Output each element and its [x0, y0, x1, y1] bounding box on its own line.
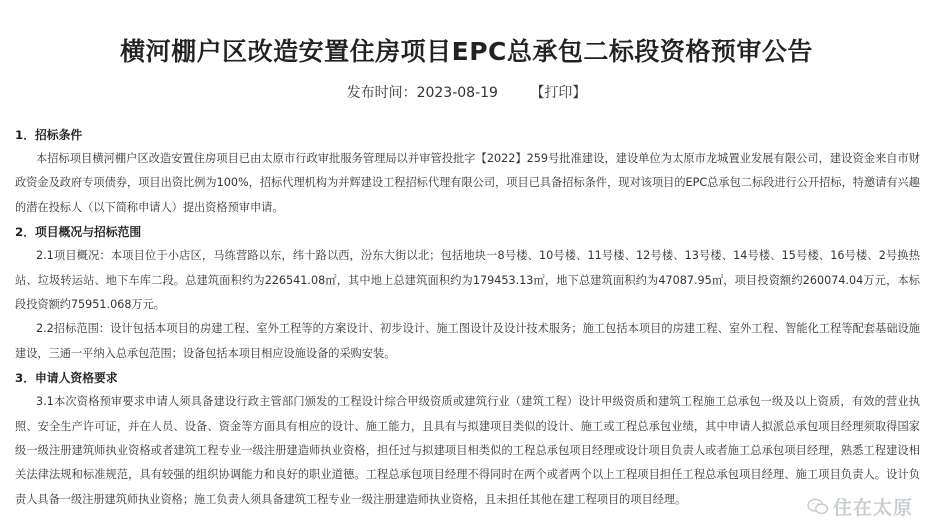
- section-heading-qualification: 3．申请人资格要求: [15, 371, 118, 386]
- publish-date: 2023-08-19: [416, 85, 498, 101]
- section-paragraph: 2.1项目概况：本项目位于小店区，马练营路以东，纬十路以西，汾东大街以北；包括地块一8号楼、10号楼、11号楼、12号楼、13号楼、14号楼、15号楼、16号楼、2号换热站、垃圾转运站、地下车库二段。总建筑面积约为226541.08㎡，其中地上总建筑面积约为179453.13㎡，地下总建筑面积约为47087.95㎡，项目投资额约260074.04万元，本标段投资额约75951.068万元。: [15, 249, 920, 312]
- section-paragraph: 3.1本次资格预审要求申请人须具备建设行政主管部门颁发的工程设计综合甲级资质或建筑行业（建筑工程）设计甲级资质和建筑工程施工总承包一级及以上资质，有效的营业执照、安全生产许可证，并在人员、设备、资金等方面具有相应的设计、施工能力，且具有与拟建项目类似的设计、施工或工程总承包业绩，其中申请人拟派总承包项目经理须取得国家级一级注册建筑师执业资格或者建筑工程专业一级注册建造师执业资格，担任过与拟建项目相类似的工程总承包项目经理或设计项目负责人或者施工总承包项目经理，熟悉工程建设相关法律法规和标准规范，具有较强的组织协调能力和良好的职业道德。工程总承包项目经理不得同时在两个或者两个以上工程项目担任工程总承包项目经理、施工项目负责人。设计负责人具备一级注册建筑师执业资格；施工负责人须具备建筑工程专业一级注册建造师执业资格，且未担任其他在建工程项目的项目经理。: [15, 395, 920, 506]
- section-heading-overview: 2．项目概况与招标范围: [15, 225, 142, 240]
- page-title: 横河棚户区改造安置住房项目EPC总承包二标段资格预审公告: [120, 37, 813, 66]
- print-link[interactable]: 【打印】: [530, 85, 587, 101]
- article-body: [15, 123, 920, 512]
- watermark-text: 住在太原: [832, 497, 913, 519]
- section-heading-conditions: 1．招标条件: [15, 128, 83, 142]
- publish-label: 发布时间：: [346, 85, 417, 101]
- publish-meta: [0, 83, 933, 103]
- section-paragraph: 本招标项目横河棚户区改造安置住房项目已由太原市行政审批服务管理局以并审管投批字【2022】259号批准建设，建设单位为太原市龙城置业发展有限公司，建设资金来自市财政资金及政府专项债券，项目出资比例为100%，招标代理机构为并辉建设工程招标代理有限公司，项目已具备招标条件，现对该项目的EPC总承包二标段进行公开招标，特邀请有兴趣的潜在投标人（以下简称申请人）提出资格预审申请。: [15, 152, 920, 214]
- section-paragraph: 2.2招标范围：设计包括本项目的房建工程、室外工程等的方案设计、初步设计、施工图设计及设计技术服务；施工包括本项目的房建工程、室外工程、智能化工程等配套基础设施建设，三通一平纳入总承包范围；设备包括本项目相应设施设备的采购安装。: [15, 322, 920, 360]
